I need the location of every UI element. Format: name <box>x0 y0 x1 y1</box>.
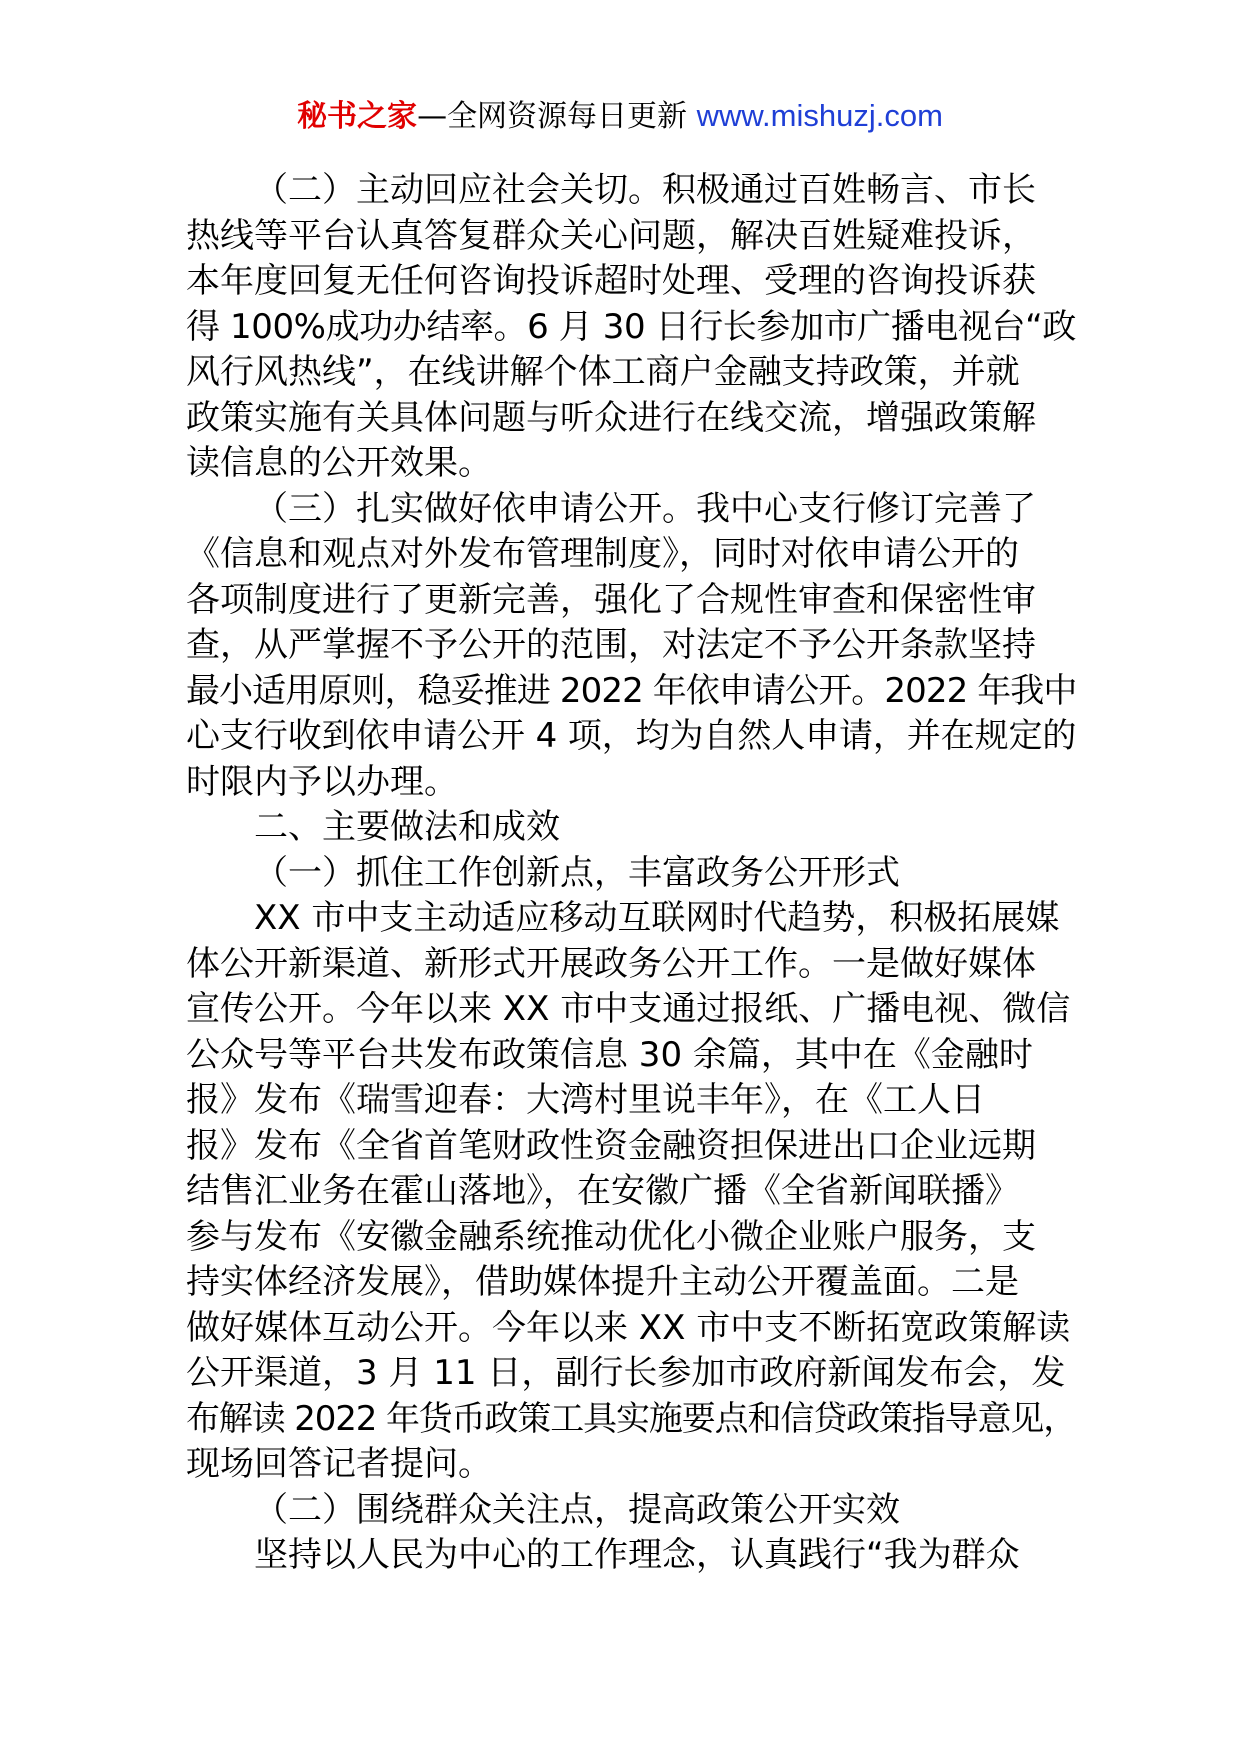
text-line: 查，从严掌握不予公开的范围，对法定不予公开条款坚持 <box>186 625 1036 665</box>
text-line: 坚持以人民为中心的工作理念，认真践行“我为群众 <box>254 1535 1020 1575</box>
header-tagline: —全网资源每日更新 <box>417 99 697 134</box>
text-line: 政策实施有关具体问题与听众进行在线交流，增强政策解 <box>186 397 1036 438</box>
text-line: 时限内予以办理。 <box>186 761 458 802</box>
text-line: 宣传公开。今年以来 XX 市中支通过报纸、广播电视、微信 <box>186 989 1071 1029</box>
text-line: 结售汇业务在霍山落地》，在安徽广播《全省新闻联播》 <box>186 1171 1019 1211</box>
text-line: 体公开新渠道、新形式开展政务公开工作。一是做好媒体 <box>186 943 1036 984</box>
text-line: 公开渠道，3 月 11 日，副行长参加市政府新闻发布会，发 <box>186 1353 1066 1393</box>
text-line: 各项制度进行了更新完善，强化了合规性审查和保密性审 <box>186 579 1036 620</box>
text-line: 二、主要做法和成效 <box>254 807 560 847</box>
text-line: 做好媒体互动公开。今年以来 XX 市中支不断拓宽政策解读 <box>186 1307 1071 1348</box>
text-line: （一）抓住工作创新点，丰富政务公开形式 <box>254 852 900 893</box>
text-line: 持实体经济发展》，借助媒体提升主动公开覆盖面。二是 <box>186 1262 1019 1302</box>
text-line: 本年度回复无任何咨询投诉超时处理、受理的咨询投诉获 <box>186 261 1036 301</box>
text-line: 读信息的公开效果。 <box>186 443 492 483</box>
text-line: 参与发布《安徽金融系统推动优化小微企业账户服务，支 <box>186 1216 1036 1257</box>
text-line: 《信息和观点对外发布管理制度》，同时对依申请公开的 <box>186 534 1019 574</box>
text-line: 最小适用原则，稳妥推进 2022 年依申请公开。2022 年我中 <box>186 670 1077 711</box>
text-line: 风行风热线”，在线讲解个体工商户金融支持政策，并就 <box>186 352 1020 392</box>
text-line: 得 100%成功办结率。6 月 30 日行长参加市广播电视台“政 <box>186 306 1076 347</box>
document-body <box>186 168 1076 1579</box>
text-line: 报》发布《全省首笔财政性资金融资担保进出口企业远期 <box>186 1125 1036 1166</box>
text-line: （二）主动回应社会关切。积极通过百姓畅言、市长 <box>254 170 1036 210</box>
header-url-link[interactable]: www.mishuzj.com <box>696 98 943 133</box>
text-line: （三）扎实做好依申请公开。我中心支行修订完善了 <box>254 488 1036 529</box>
brand-name: 秘书之家 <box>297 99 418 134</box>
text-line: 热线等平台认真答复群众关心问题，解决百姓疑难投诉， <box>186 215 1036 256</box>
text-line: 布解读 2022 年货币政策工具实施要点和信贷政策指导意见， <box>186 1398 1077 1439</box>
text-line: （二）围绕群众关注点，提高政策公开实效 <box>254 1489 900 1530</box>
text-line: 报》发布《瑞雪迎春：大湾村里说丰年》，在《工人日 <box>186 1080 985 1120</box>
text-line: XX 市中支主动适应移动互联网时代趋势，积极拓展媒 <box>254 898 1060 938</box>
text-line: 心支行收到依申请公开 4 项，均为自然人申请，并在规定的 <box>186 716 1077 756</box>
site-header <box>0 96 1240 137</box>
text-line: 现场回答记者提问。 <box>186 1444 492 1484</box>
text-line: 公众号等平台共发布政策信息 30 余篇，其中在《金融时 <box>186 1034 1033 1075</box>
